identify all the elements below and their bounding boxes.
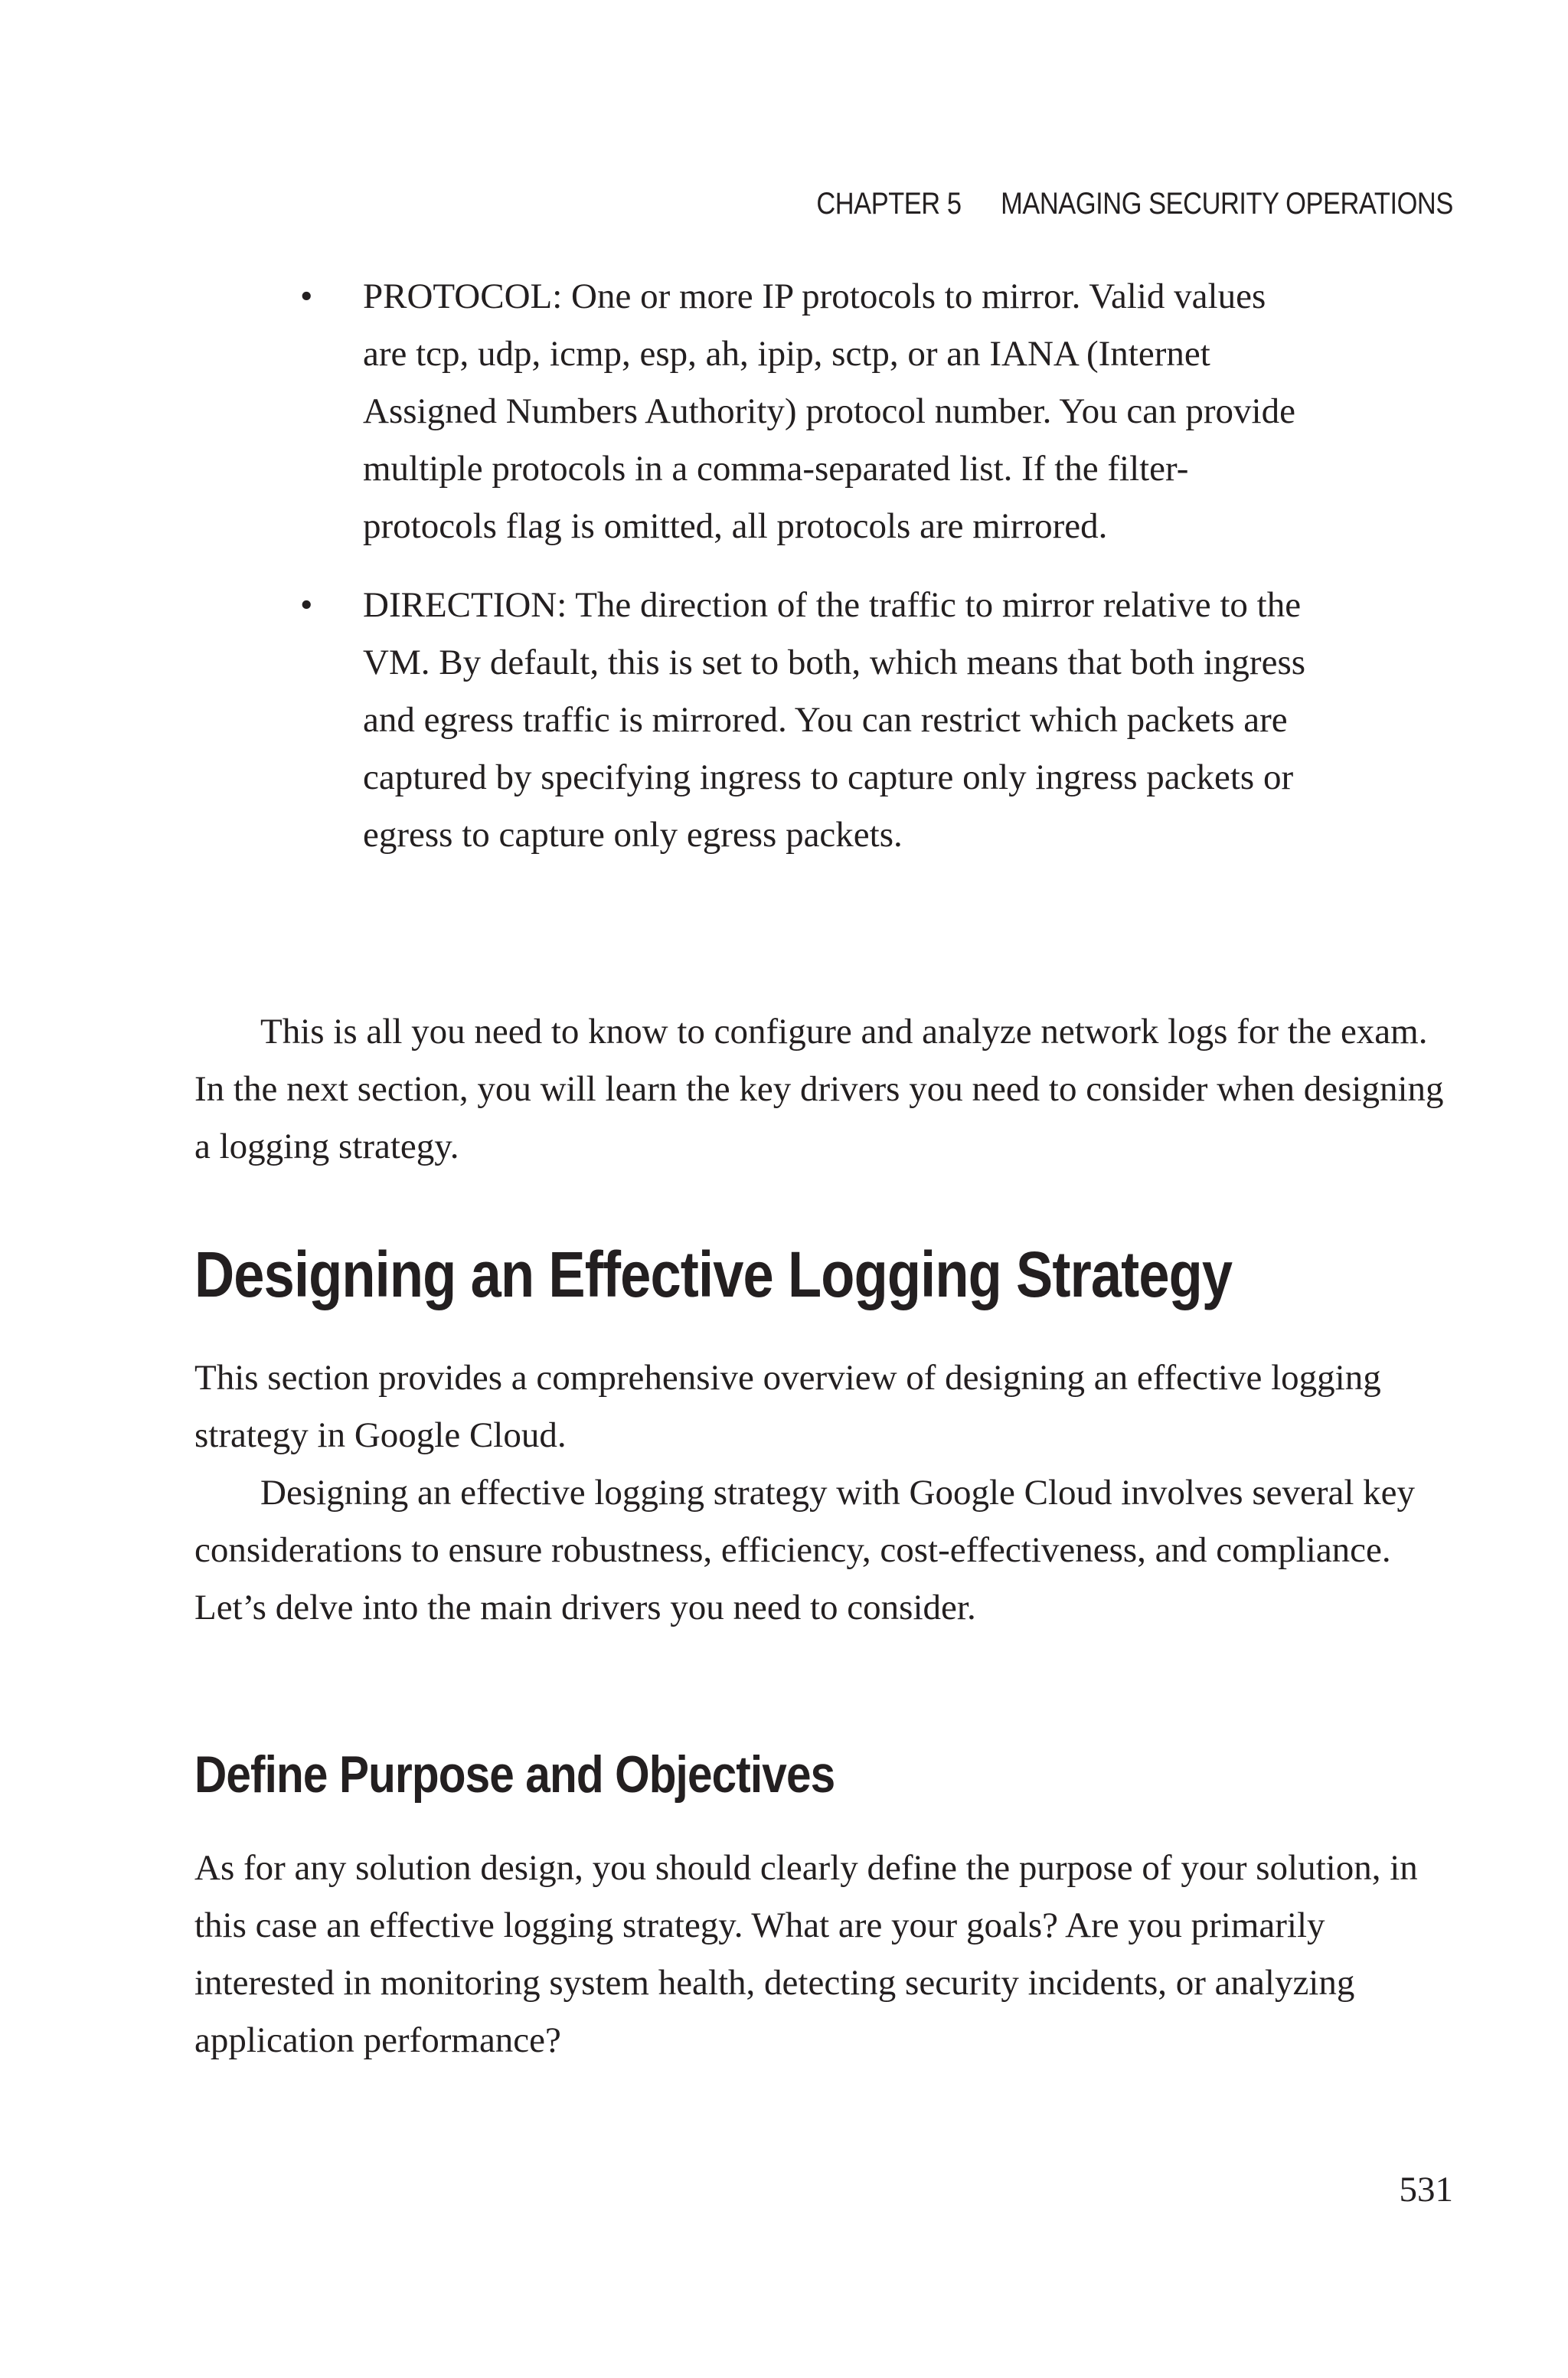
bullet-marker: • (300, 585, 313, 625)
running-head-title: MANAGING SECURITY OPERATIONS (1001, 187, 1453, 221)
section-heading: Designing an Effective Logging Strategy (194, 1238, 1233, 1310)
subsection-heading: Define Purpose and Objectives (194, 1745, 835, 1804)
bullet-text-direction: DIRECTION: The direction of the traffic to mirror relative to the VM. By default, this is set to both, which means that both ingress and egress traffic is mirrored. You can restrict which packets are captured by specifying ingress to capture only ingress packets or egress to capture only egress packets. (363, 585, 1306, 855)
running-head (817, 187, 1453, 221)
paragraph-summary: This is all you need to know to configure and analyze network logs for the exam. In the next section, you will learn the key drivers you need to consider when designing a logging strategy. (194, 1012, 1444, 1166)
section-paragraph-intro: This section provides a comprehensive overview of designing an effective logging strategy in Google Cloud. (194, 1358, 1381, 1455)
running-head-chapter: CHAPTER 5 (816, 187, 962, 221)
bullet-text-protocol: PROTOCOL: One or more IP protocols to mirror. Valid values are tcp, udp, icmp, esp, ah, ipip, sctp, or an IANA (Internet Assigned Numbers Authority) protocol number. You can provide multiple protocols in a comma-separated list. If the filter-protocols flag is omitted, all protocols are mirrored. (363, 276, 1295, 546)
bullet-list (0, 268, 1568, 885)
section-paragraph-drivers: Designing an effective logging strategy with Google Cloud involves several key considerations to ensure robustness, efficiency, cost-effectiveness, and compliance. Let’s delve into the main drivers you need to consider. (194, 1473, 1416, 1627)
bullet-item-direction (0, 577, 1312, 864)
bullet-item-protocol (0, 268, 1312, 555)
bullet-marker: • (300, 276, 313, 316)
page-number: 531 (1399, 2170, 1453, 2210)
subsection-paragraph: As for any solution design, you should clearly define the purpose of your solution, in this case an effective logging strategy. What are your goals? Are you primarily interested in monitoring system health, detecting security incidents, or analyzing application performance? (194, 1848, 1418, 2060)
